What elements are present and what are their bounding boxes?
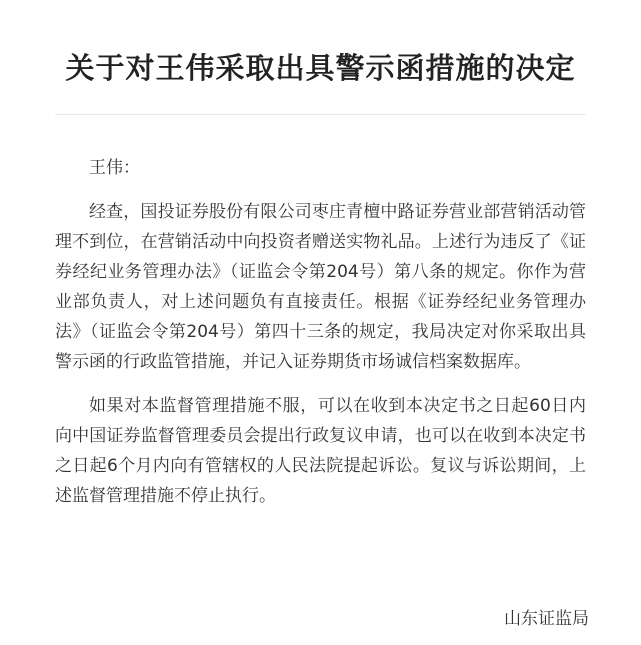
title-divider <box>55 114 586 115</box>
document-title: 关于对王伟采取出具警示函措施的决定 <box>65 51 576 85</box>
paragraph-findings: 经查，国投证券股份有限公司枣庄青檀中路证券营业部营销活动管理不到位，在营销活动中向投资者赠送实物礼品。上述行为违反了《证券经纪业务管理办法》（证监会令第204号）第八条的规定。你作为营业部负责人，对上述问题负有直接责任。根据《证券经纪业务管理办法》（证监会令第204号）第四十三条的规定，我局决定对你采取出具警示函的行政监管措施，并记入证券期货市场诚信档案数据库。 <box>55 202 586 372</box>
salutation: 王伟： <box>89 158 140 178</box>
issuer-signature: 山东证监局 <box>504 609 589 629</box>
paragraph-appeal-rights: 如果对本监督管理措施不服，可以在收到本决定书之日起60日内向中国证券监督管理委员会提出行政复议申请，也可以在收到本决定书之日起6个月内向有管辖权的人民法院提起诉讼。复议与诉讼期间，上述监督管理措施不停止执行。 <box>55 396 586 506</box>
